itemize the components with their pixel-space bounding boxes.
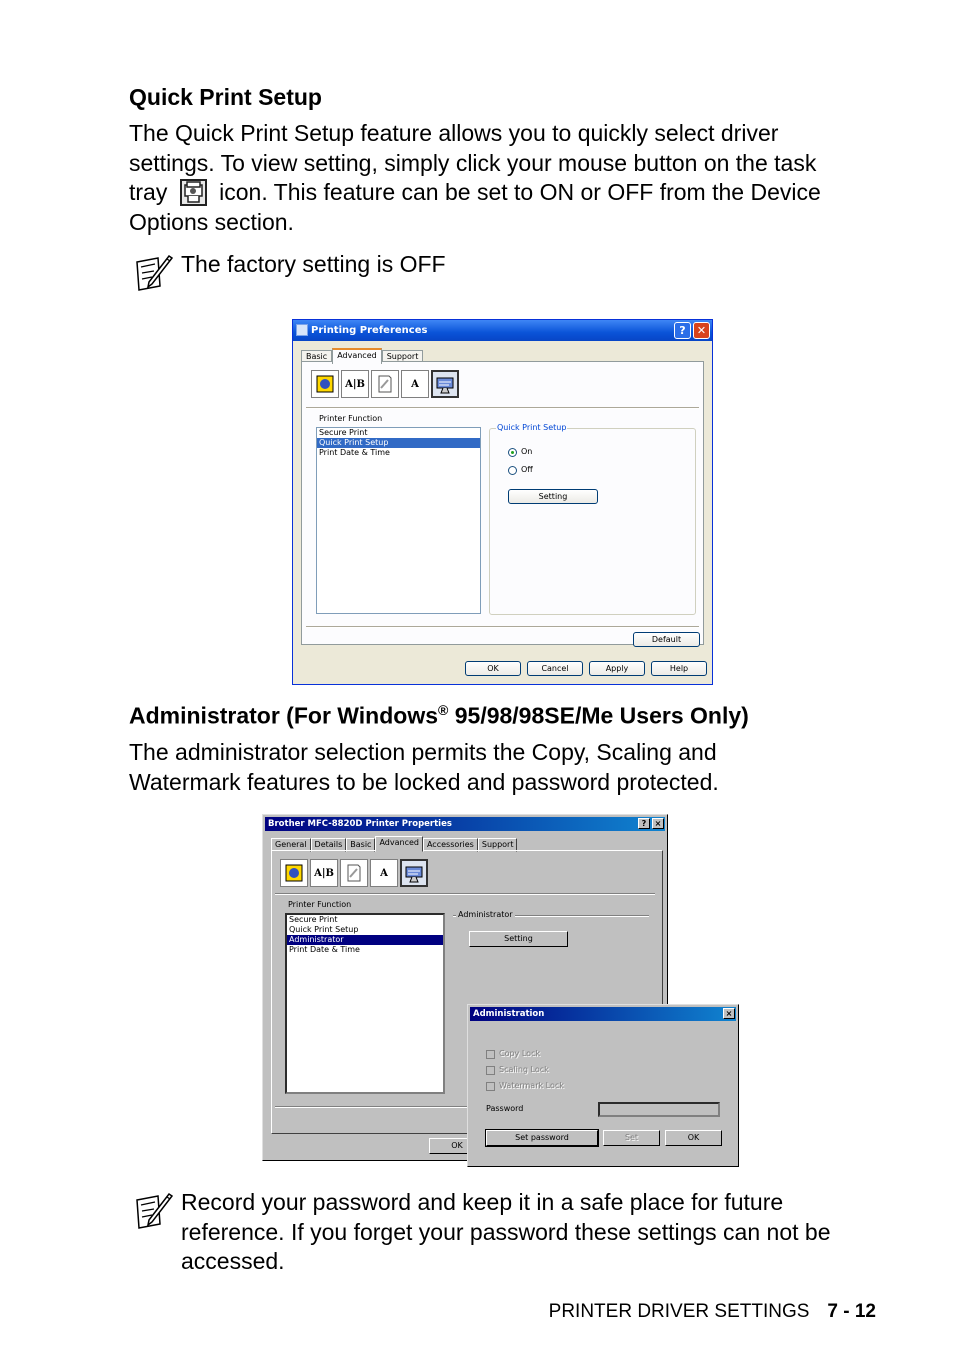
printer-icon [296,324,308,336]
quick-print-setup-group [489,423,696,615]
administrator-description [129,738,719,797]
printer-function-list[interactable] [316,427,481,614]
apply-button[interactable]: Apply [589,661,645,676]
scaling-lock-label: Scaling Lock [499,1065,549,1074]
dialog-title: Printing Preferences [311,325,428,336]
tab-strip [301,348,423,362]
list-item[interactable]: Print Date & Time [289,945,360,954]
dialog-title: Administration [473,1009,545,1019]
close-icon[interactable]: × [723,1008,735,1019]
watermark-lock-checkbox[interactable] [486,1082,495,1091]
set-button[interactable]: Set [603,1130,660,1146]
dialog-title-bar[interactable] [265,817,665,831]
radio-off[interactable] [508,466,517,475]
ok-button[interactable]: OK [665,1130,722,1146]
ok-button[interactable]: OK [429,1138,485,1154]
chapter-title: PRINTER DRIVER SETTINGS [548,1301,810,1322]
para-line: tray icon. This feature can be set to ON or OFF from the Device [129,179,821,205]
list-item[interactable]: Quick Print Setup [289,925,359,934]
para-line: The administrator selection permits the Copy, Scaling and [129,739,717,765]
watermark-lock-label: Watermark Lock [499,1081,564,1090]
setting-button[interactable]: Setting [469,931,568,947]
separator [306,407,699,409]
page-setup-icon[interactable]: A|B [310,859,338,887]
scaling-lock-checkbox[interactable] [486,1066,495,1075]
tab-advanced[interactable]: Advanced [332,348,382,364]
quality-icon[interactable] [311,370,339,398]
group-title: Administrator [458,910,513,919]
tab-basic[interactable]: Basic [346,838,375,852]
help-icon[interactable]: ? [674,322,691,339]
default-button[interactable]: Default [633,632,700,647]
list-item[interactable]: Secure Print [319,428,368,437]
help-button[interactable]: Help [651,661,707,676]
para-line: Watermark features to be locked and password protected. [129,768,719,795]
header-footer-icon[interactable]: A [370,859,398,887]
password-label: Password [486,1104,524,1113]
copy-lock-checkbox[interactable] [486,1050,495,1059]
tab-general[interactable]: General [271,838,311,852]
tab-basic[interactable]: Basic [301,350,332,363]
para-line: Options section. [129,208,294,235]
radio-off-label: Off [521,465,533,474]
radio-on[interactable] [508,448,517,457]
para-line: settings. To view setting, simply click your mouse button on the task [129,149,817,176]
watermark-icon[interactable] [340,859,368,887]
section-heading-administrator: Administrator (For Windows® 95/98/98SE/Me Users Only) [129,702,749,729]
page-setup-icon[interactable]: A|B [341,370,369,398]
list-item[interactable]: Quick Print Setup [317,438,480,448]
function-icon-bar [311,370,459,398]
para-line: The Quick Print Setup feature allows you to quickly select driver [129,120,779,146]
list-item[interactable]: Administrator [287,935,443,945]
password-input[interactable] [598,1102,720,1117]
tab-support[interactable]: Support [382,350,424,363]
ok-button[interactable]: OK [465,661,521,676]
group-title: Quick Print Setup [497,423,567,432]
printer-function-list[interactable] [285,913,445,1094]
set-password-button[interactable]: Set password [486,1130,598,1146]
note-pencil-icon [134,254,174,292]
dialog-title: Brother MFC-8820D Printer Properties [268,819,452,829]
dialog-title-bar[interactable] [293,320,712,341]
quick-print-description [129,119,821,237]
setting-button[interactable]: Setting [508,489,598,504]
tab-accessories[interactable]: Accessories [423,838,478,852]
administration-dialog [467,1004,739,1167]
separator [275,893,655,895]
note-pencil-icon [134,1192,174,1230]
list-item[interactable]: Print Date & Time [319,448,390,457]
para-line: reference. If you forget your password these settings can not be [181,1218,831,1245]
advanced-tab-panel [301,361,704,645]
task-tray-icon [180,179,207,206]
page-footer [549,1301,876,1323]
help-icon[interactable]: ? [638,818,650,829]
separator [306,626,699,628]
radio-on-label: On [521,447,533,456]
para-line: Record your password and keep it in a safe place for future [181,1189,784,1215]
printing-preferences-dialog [292,319,713,685]
watermark-icon[interactable] [371,370,399,398]
printer-function-label: Printer Function [288,900,352,909]
list-item[interactable]: Secure Print [289,915,338,924]
copy-lock-label: Copy Lock [499,1049,541,1058]
dialog-title-bar[interactable] [470,1007,736,1021]
function-icon-bar [280,859,428,887]
device-options-icon[interactable] [431,370,459,398]
note-password [181,1188,830,1277]
quality-icon[interactable] [280,859,308,887]
close-icon[interactable]: ✕ [693,322,710,339]
tab-details[interactable]: Details [311,838,347,852]
tab-support[interactable]: Support [478,838,518,852]
tab-advanced[interactable]: Advanced [375,836,423,852]
section-heading-quick-print-setup: Quick Print Setup [129,84,322,110]
printer-function-label: Printer Function [319,414,383,423]
device-options-icon[interactable] [400,859,428,887]
para-line: accessed. [181,1248,285,1274]
cancel-button[interactable]: Cancel [527,661,583,676]
note-factory-setting: The factory setting is OFF [181,251,446,277]
close-icon[interactable]: × [652,818,664,829]
header-footer-icon[interactable]: A [401,370,429,398]
page-number: 7 - 12 [827,1301,876,1322]
